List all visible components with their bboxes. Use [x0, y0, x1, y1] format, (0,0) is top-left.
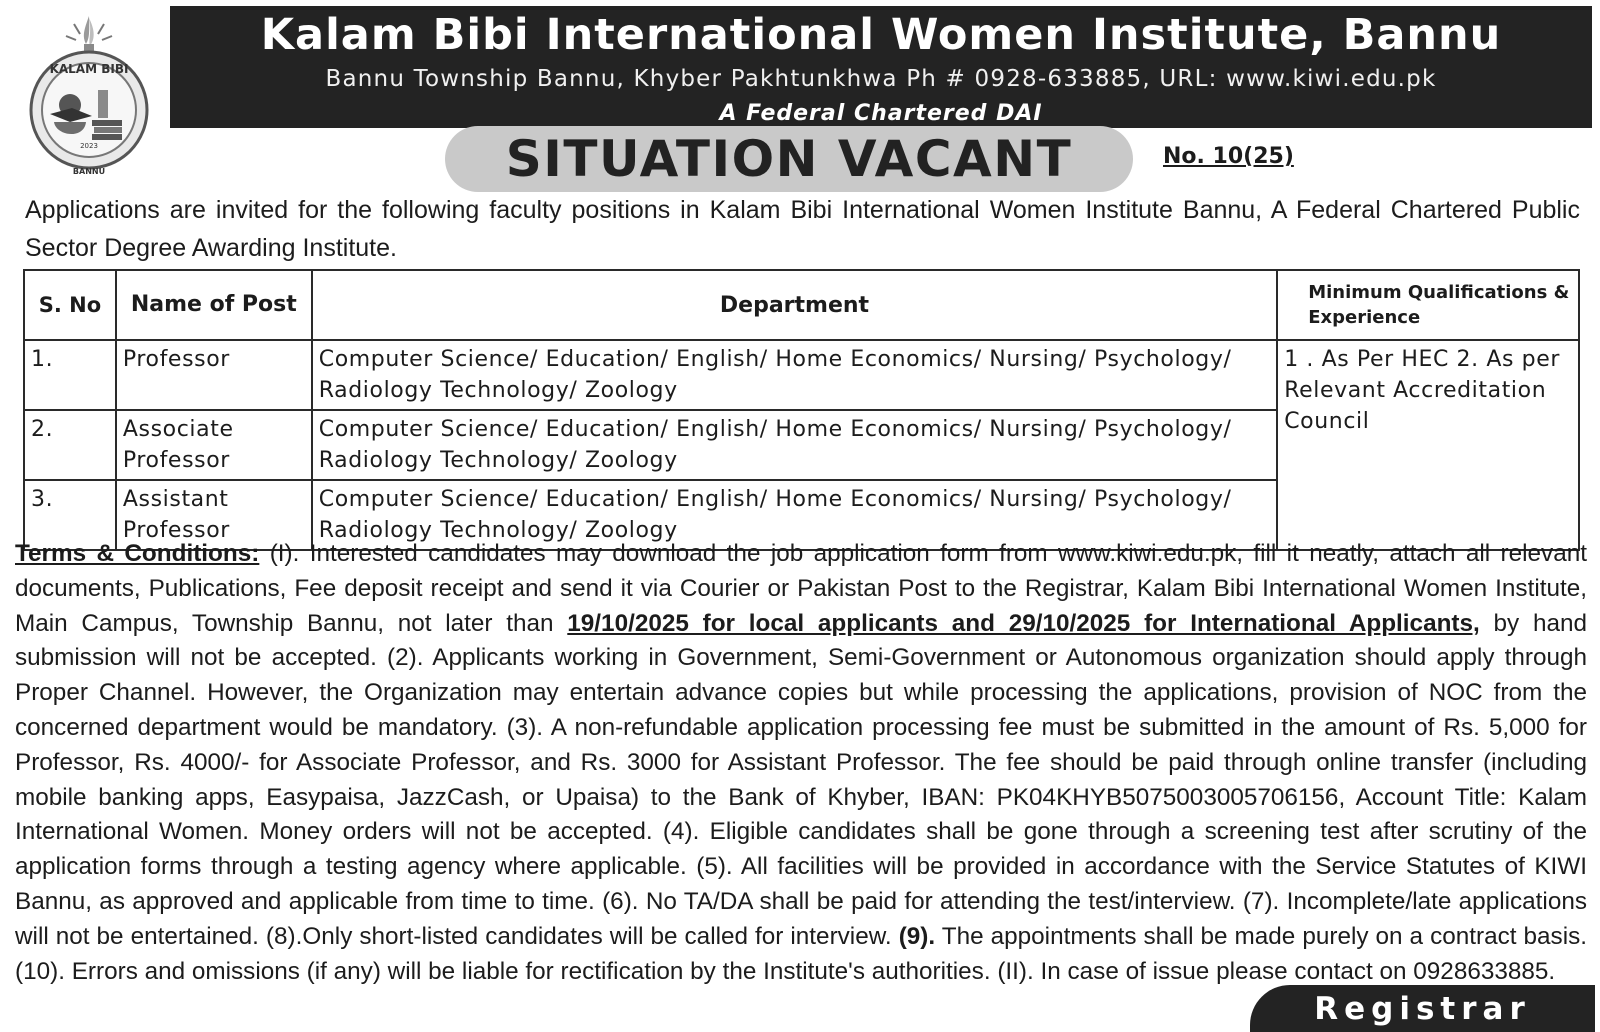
row-department: Computer Science/ Education/ English/ Home Economics/ Nursing/ Psychology/ Radiology Technology/ Zoology	[312, 480, 1277, 550]
intro-paragraph: Applications are invited for the following faculty positions in Kalam Bibi International Women Institute Bannu, A Federal Chartered Public Sector Degree Awarding Institute.	[25, 196, 1580, 262]
header-sno: S. No	[24, 270, 116, 340]
table-header-row	[24, 270, 1579, 340]
deadline-text: 19/10/2025 for local applicants and 29/10/2025 for International Applicants,	[567, 609, 1480, 637]
advert-number: No. 10(25)	[1163, 144, 1294, 169]
svg-text:KALAM BIBI: KALAM BIBI	[49, 62, 129, 76]
svg-text:2023: 2023	[80, 142, 98, 150]
terms-part-1: (I). Interested candidates may download the job application form from www.kiwi.edu.pk, fill it neatly, attach all relevant documents, Publications, Fee deposit receipt and send it via Courier or Pakistan Post to the Registrar, Kalam Bibi International Women Institute, Main Campus, Township Bannu, not later than	[15, 540, 1587, 637]
table-row	[24, 340, 1579, 410]
header-band	[170, 6, 1592, 128]
term-nine-label: (9).	[898, 922, 936, 950]
row-sno: 2.	[24, 410, 116, 480]
row-sno: 3.	[24, 480, 116, 550]
institute-logo	[14, 10, 164, 178]
registrar-band	[1250, 985, 1595, 1032]
situation-vacant-banner	[445, 126, 1133, 192]
registrar-signature: Registrar	[1314, 990, 1531, 1027]
terms-part-3: The appointments shall be made purely on a contract basis. (10). Errors and omissions (if any) will be liable for rectification by the Institute's authorities. (II). In case of issue please contact on 0928633885.	[15, 922, 1587, 985]
row-post: Assistant Professor	[116, 480, 312, 550]
charter-line: A Federal Chartered DAI	[719, 101, 1043, 126]
svg-text:BANNU: BANNU	[72, 167, 106, 176]
row-post: Professor	[116, 340, 312, 410]
qualification-cell: 1 . As Per HEC 2. As per Relevant Accreditation Council	[1277, 340, 1579, 550]
terms-part-2: by hand submission will not be accepted. (2). Applicants working in Government, Semi-Government or Autonomous organization should apply through Proper Channel. However, the Organization may entertain advance copies but while processing the applications, provision of NOC from the concerned department would be mandatory. (3). A non-refundable application processing fee must be submitted in the amount of Rs. 5,000 for Professor, Rs. 4000/- for Associate Professor, and Rs. 3000 for Assistant Professor. The fee should be paid through online transfer (including mobile banking apps, Easypaisa, JazzCash, or Upaisa) to the Bank of Khyber, IBAN: PK04KHYB5075003005706156, Account Title: Kalam International Women. Money orders will not be accepted. (4). Eligible candidates shall be gone through a screening test after scrutiny of the application forms through a testing agency where applicable. (5). All facilities will be provided in accordance with the Service Statutes of KIWI Bannu, as approved and applicable from time to time. (6). No TA/DA shall be paid for attending the test/interview. (7). Incomplete/late applications will not be entertained. (8).Only short-listed candidates will be called for interview.	[15, 609, 1587, 950]
row-post: Associate Professor	[116, 410, 312, 480]
row-department: Computer Science/ Education/ English/ Home Economics/ Nursing/ Psychology/ Radiology Technology/ Zoology	[312, 410, 1277, 480]
situation-vacant-title: SITUATION VACANT	[505, 130, 1073, 188]
header-qualification: Minimum Qualifications & Experience	[1277, 270, 1579, 340]
terms-label: Terms & Conditions:	[15, 540, 260, 567]
terms-and-conditions	[15, 537, 1587, 989]
institute-title: Kalam Bibi International Women Institute, Bannu	[260, 10, 1502, 60]
institute-address: Bannu Township Bannu, Khyber Pakhtunkhwa Ph # 0928-633885, URL: www.kiwi.edu.pk	[325, 66, 1437, 92]
header-post: Name of Post	[116, 270, 312, 340]
row-department: Computer Science/ Education/ English/ Home Economics/ Nursing/ Psychology/ Radiology Technology/ Zoology	[312, 340, 1277, 410]
positions-table	[23, 269, 1580, 551]
header-department: Department	[312, 270, 1277, 340]
row-sno: 1.	[24, 340, 116, 410]
